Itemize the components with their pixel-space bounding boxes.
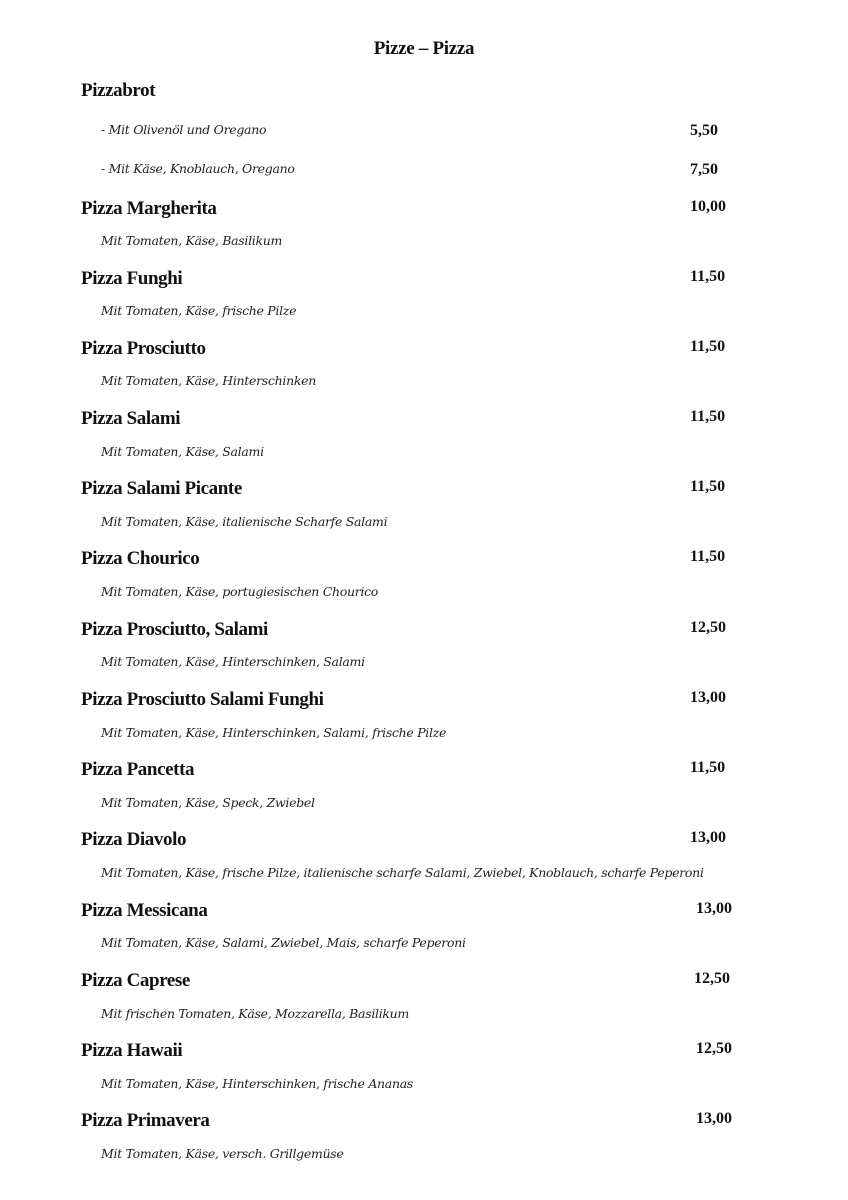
item-description-row (0, 654, 848, 678)
pizzabrot-option (0, 122, 848, 146)
item-price: 11,50 (690, 759, 726, 776)
menu-item (0, 759, 848, 783)
menu-item (0, 268, 848, 292)
item-price: 10,00 (690, 198, 726, 215)
item-price: 12,50 (696, 1040, 732, 1057)
menu-item (0, 1040, 848, 1064)
menu-item (0, 900, 848, 924)
item-price: 13,00 (696, 900, 732, 917)
menu-item (0, 338, 848, 362)
item-description: Mit Tomaten, Käse, Hinterschinken (101, 373, 316, 388)
item-description-row (0, 935, 848, 959)
item-name: Pizza Chourico (81, 548, 200, 569)
option-label: - Mit Olivenöl und Oregano (101, 122, 267, 137)
item-name: Pizza Messicana (81, 900, 208, 921)
item-description-row (0, 795, 848, 819)
item-description: Mit Tomaten, Käse, Hinterschinken, frische Ananas (101, 1076, 413, 1091)
item-price: 13,00 (690, 829, 726, 846)
item-price: 11,50 (690, 548, 726, 565)
pizzabrot-option (0, 161, 848, 185)
item-description: Mit Tomaten, Käse, Speck, Zwiebel (101, 795, 315, 810)
item-name: Pizza Caprese (81, 970, 190, 991)
item-description: Mit Tomaten, Käse, Hinterschinken, Salami (101, 654, 365, 669)
item-name: Pizza Salami Picante (81, 478, 242, 499)
item-description: Mit Tomaten, Käse, portugiesischen Chourico (101, 584, 379, 599)
item-description-row (0, 1146, 848, 1170)
menu-item (0, 198, 848, 222)
item-description: Mit Tomaten, Käse, frische Pilze (101, 303, 297, 318)
item-description-row (0, 373, 848, 397)
item-description: Mit Tomaten, Käse, Salami (101, 444, 264, 459)
item-name: Pizzabrot (81, 80, 156, 101)
item-price: 11,50 (690, 338, 726, 355)
menu-item (0, 478, 848, 502)
item-price: 13,00 (690, 689, 726, 706)
item-description-row (0, 514, 848, 538)
item-name: Pizza Pancetta (81, 759, 195, 780)
item-description-row (0, 1076, 848, 1100)
item-name: Pizza Diavolo (81, 829, 187, 850)
item-name: Pizza Prosciutto Salami Funghi (81, 689, 324, 710)
item-description: Mit Tomaten, Käse, frische Pilze, italienische scharfe Salami, Zwiebel, Knoblauch, scharfe Peperoni (101, 865, 704, 880)
item-description-row (0, 233, 848, 257)
item-name: Pizza Primavera (81, 1110, 210, 1131)
item-description-row (0, 865, 848, 889)
item-description: Mit Tomaten, Käse, versch. Grillgemüse (101, 1146, 344, 1161)
page-title: Pizze – Pizza (373, 38, 475, 59)
menu-item (0, 689, 848, 713)
menu-item (0, 548, 848, 572)
menu-item (0, 619, 848, 643)
item-name: Pizza Hawaii (81, 1040, 183, 1061)
item-description-row (0, 584, 848, 608)
item-description: Mit Tomaten, Käse, Salami, Zwiebel, Mais, scharfe Peperoni (101, 935, 466, 950)
item-price: 12,50 (690, 619, 726, 636)
item-name: Pizza Prosciutto, Salami (81, 619, 268, 640)
item-description: Mit Tomaten, Käse, italienische Scharfe Salami (101, 514, 388, 529)
item-description: Mit frischen Tomaten, Käse, Mozzarella, Basilikum (101, 1006, 409, 1021)
menu-item (0, 970, 848, 994)
item-description-row (0, 303, 848, 327)
item-price: 7,50 (690, 161, 718, 178)
item-price: 13,00 (696, 1110, 732, 1127)
item-name: Pizza Margherita (81, 198, 217, 219)
item-price: 5,50 (690, 122, 718, 139)
item-description-row (0, 444, 848, 468)
item-name: Pizza Salami (81, 408, 181, 429)
item-description-row (0, 1006, 848, 1030)
item-price: 12,50 (694, 970, 730, 987)
menu-item-pizzabrot (0, 80, 848, 104)
option-label: - Mit Käse, Knoblauch, Oregano (101, 161, 295, 176)
menu-item (0, 408, 848, 432)
item-price: 11,50 (690, 478, 726, 495)
menu-item (0, 1110, 848, 1134)
item-price: 11,50 (690, 408, 726, 425)
item-description: Mit Tomaten, Käse, Hinterschinken, Salami, frische Pilze (101, 725, 447, 740)
item-price: 11,50 (690, 268, 726, 285)
item-name: Pizza Prosciutto (81, 338, 206, 359)
item-description-row (0, 725, 848, 749)
item-name: Pizza Funghi (81, 268, 183, 289)
item-description: Mit Tomaten, Käse, Basilikum (101, 233, 283, 248)
menu-item (0, 829, 848, 853)
